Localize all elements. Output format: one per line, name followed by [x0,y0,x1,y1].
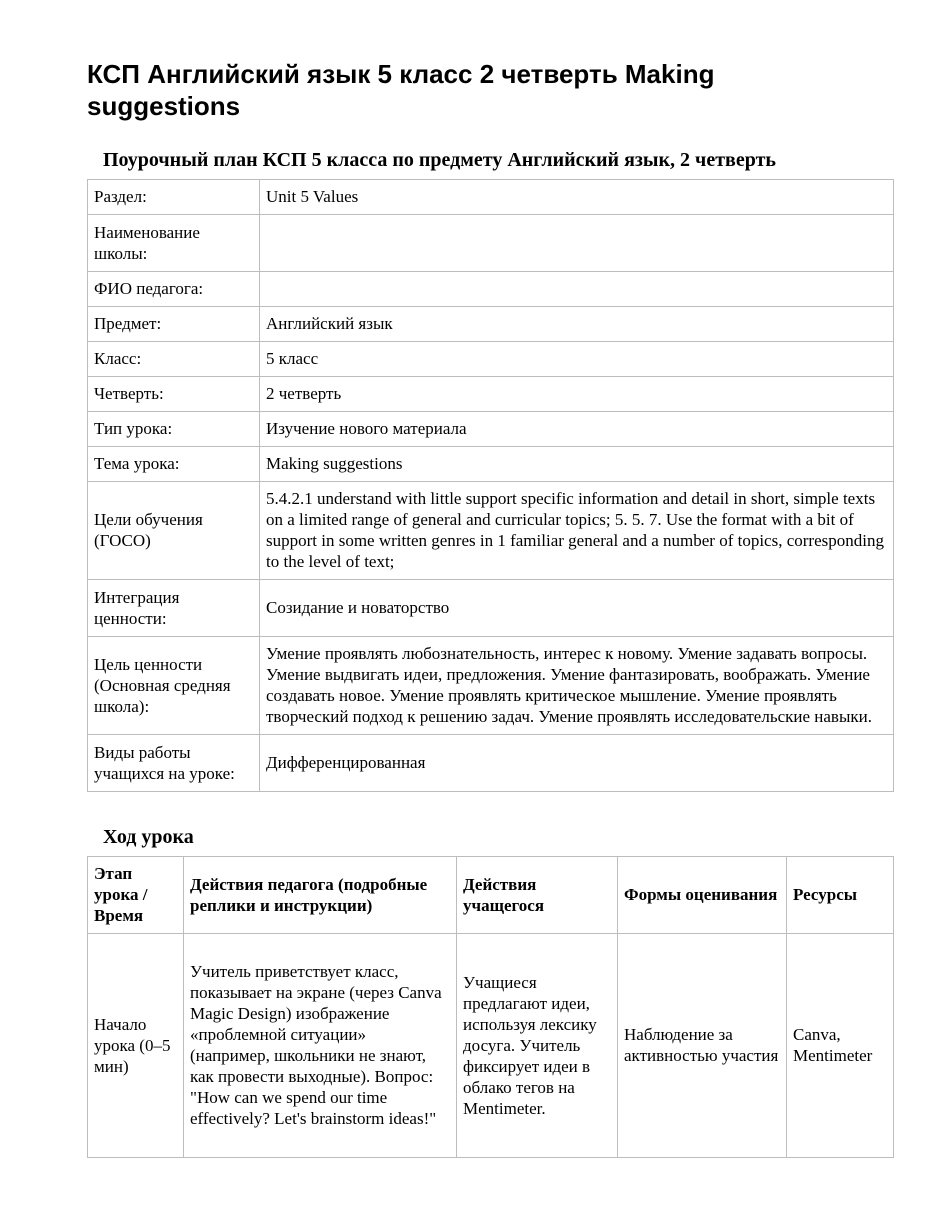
lesson-info-table [87,179,894,792]
info-value: Умение проявлять любознательность, интерес к новому. Умение задавать вопросы. Умение выдвигать идеи, предложения. Умение фантазировать, воображать. Умение создавать новое. Умение проявлять критическое мышление. Умение проявлять творческий подход к решению задач. Умение проявлять исследовательские навыки. [260,637,894,735]
info-value: Making suggestions [260,447,894,482]
lesson-progress-table [87,856,894,1158]
lesson-progress-heading: Ход урока [103,826,194,848]
info-value: Английский язык [260,307,894,342]
info-value: 2 четверть [260,377,894,412]
table-row [88,580,894,637]
info-label: Раздел: [88,180,260,215]
info-label: Тема урока: [88,447,260,482]
info-label: Цели обучения (ГОСО) [88,482,260,580]
table-row [88,735,894,792]
column-header-teacher-actions: Действия педагога (подробные реплики и инструкции) [184,857,457,934]
table-row [88,180,894,215]
info-label: Интеграция ценности: [88,580,260,637]
info-label: Цель ценности (Основная средняя школа): [88,637,260,735]
info-label: Предмет: [88,307,260,342]
column-header-student-actions: Действия учащегося [457,857,618,934]
table-row [88,447,894,482]
info-value: Изучение нового материала [260,412,894,447]
plan-heading: Поурочный план КСП 5 класса по предмету Английский язык, 2 четверть [103,149,776,171]
info-value [260,215,894,272]
table-row [88,342,894,377]
info-label: Виды работы учащихся на уроке: [88,735,260,792]
stage-cell: Начало урока (0–5 мин) [88,934,184,1158]
assessment-cell: Наблюдение за активностью участия [618,934,787,1158]
info-label: Четверть: [88,377,260,412]
table-header-row [88,857,894,934]
table-row [88,637,894,735]
column-header-resources: Ресурсы [787,857,894,934]
document-title: КСП Английский язык 5 класс 2 четверть Making suggestions [87,59,715,121]
table-row [88,307,894,342]
info-value: 5.4.2.1 understand with little support specific information and detail in short, simple texts on a limited range of general and curricular topics; 5. 5. 7. Use the format with a bit of support in some written genres in 1 familiar general and a number of topics, corresponding to the level of text; [260,482,894,580]
info-value: 5 класс [260,342,894,377]
info-label: Класс: [88,342,260,377]
student-actions-cell: Учащиеся предлагают идеи, используя лексику досуга. Учитель фиксирует идеи в облако тегов на Mentimeter. [457,934,618,1158]
table-row [88,482,894,580]
info-value [260,272,894,307]
column-header-assessment: Формы оценивания [618,857,787,934]
table-row [88,377,894,412]
info-label: ФИО педагога: [88,272,260,307]
table-row [88,215,894,272]
info-label: Тип урока: [88,412,260,447]
info-value: Дифференцированная [260,735,894,792]
resources-cell: Canva, Mentimeter [787,934,894,1158]
table-row [88,272,894,307]
column-header-stage: Этап урока / Время [88,857,184,934]
table-row [88,412,894,447]
info-value: Созидание и новаторство [260,580,894,637]
table-row [88,934,894,1158]
info-value: Unit 5 Values [260,180,894,215]
teacher-actions-cell: Учитель приветствует класс, показывает на экране (через Canva Magic Design) изображение «проблемной ситуации» (например, школьники не знают, как провести выходные). Вопрос: "How can we spend our time effectively? Let's brainstorm ideas!" [184,934,457,1158]
info-label: Наименование школы: [88,215,260,272]
